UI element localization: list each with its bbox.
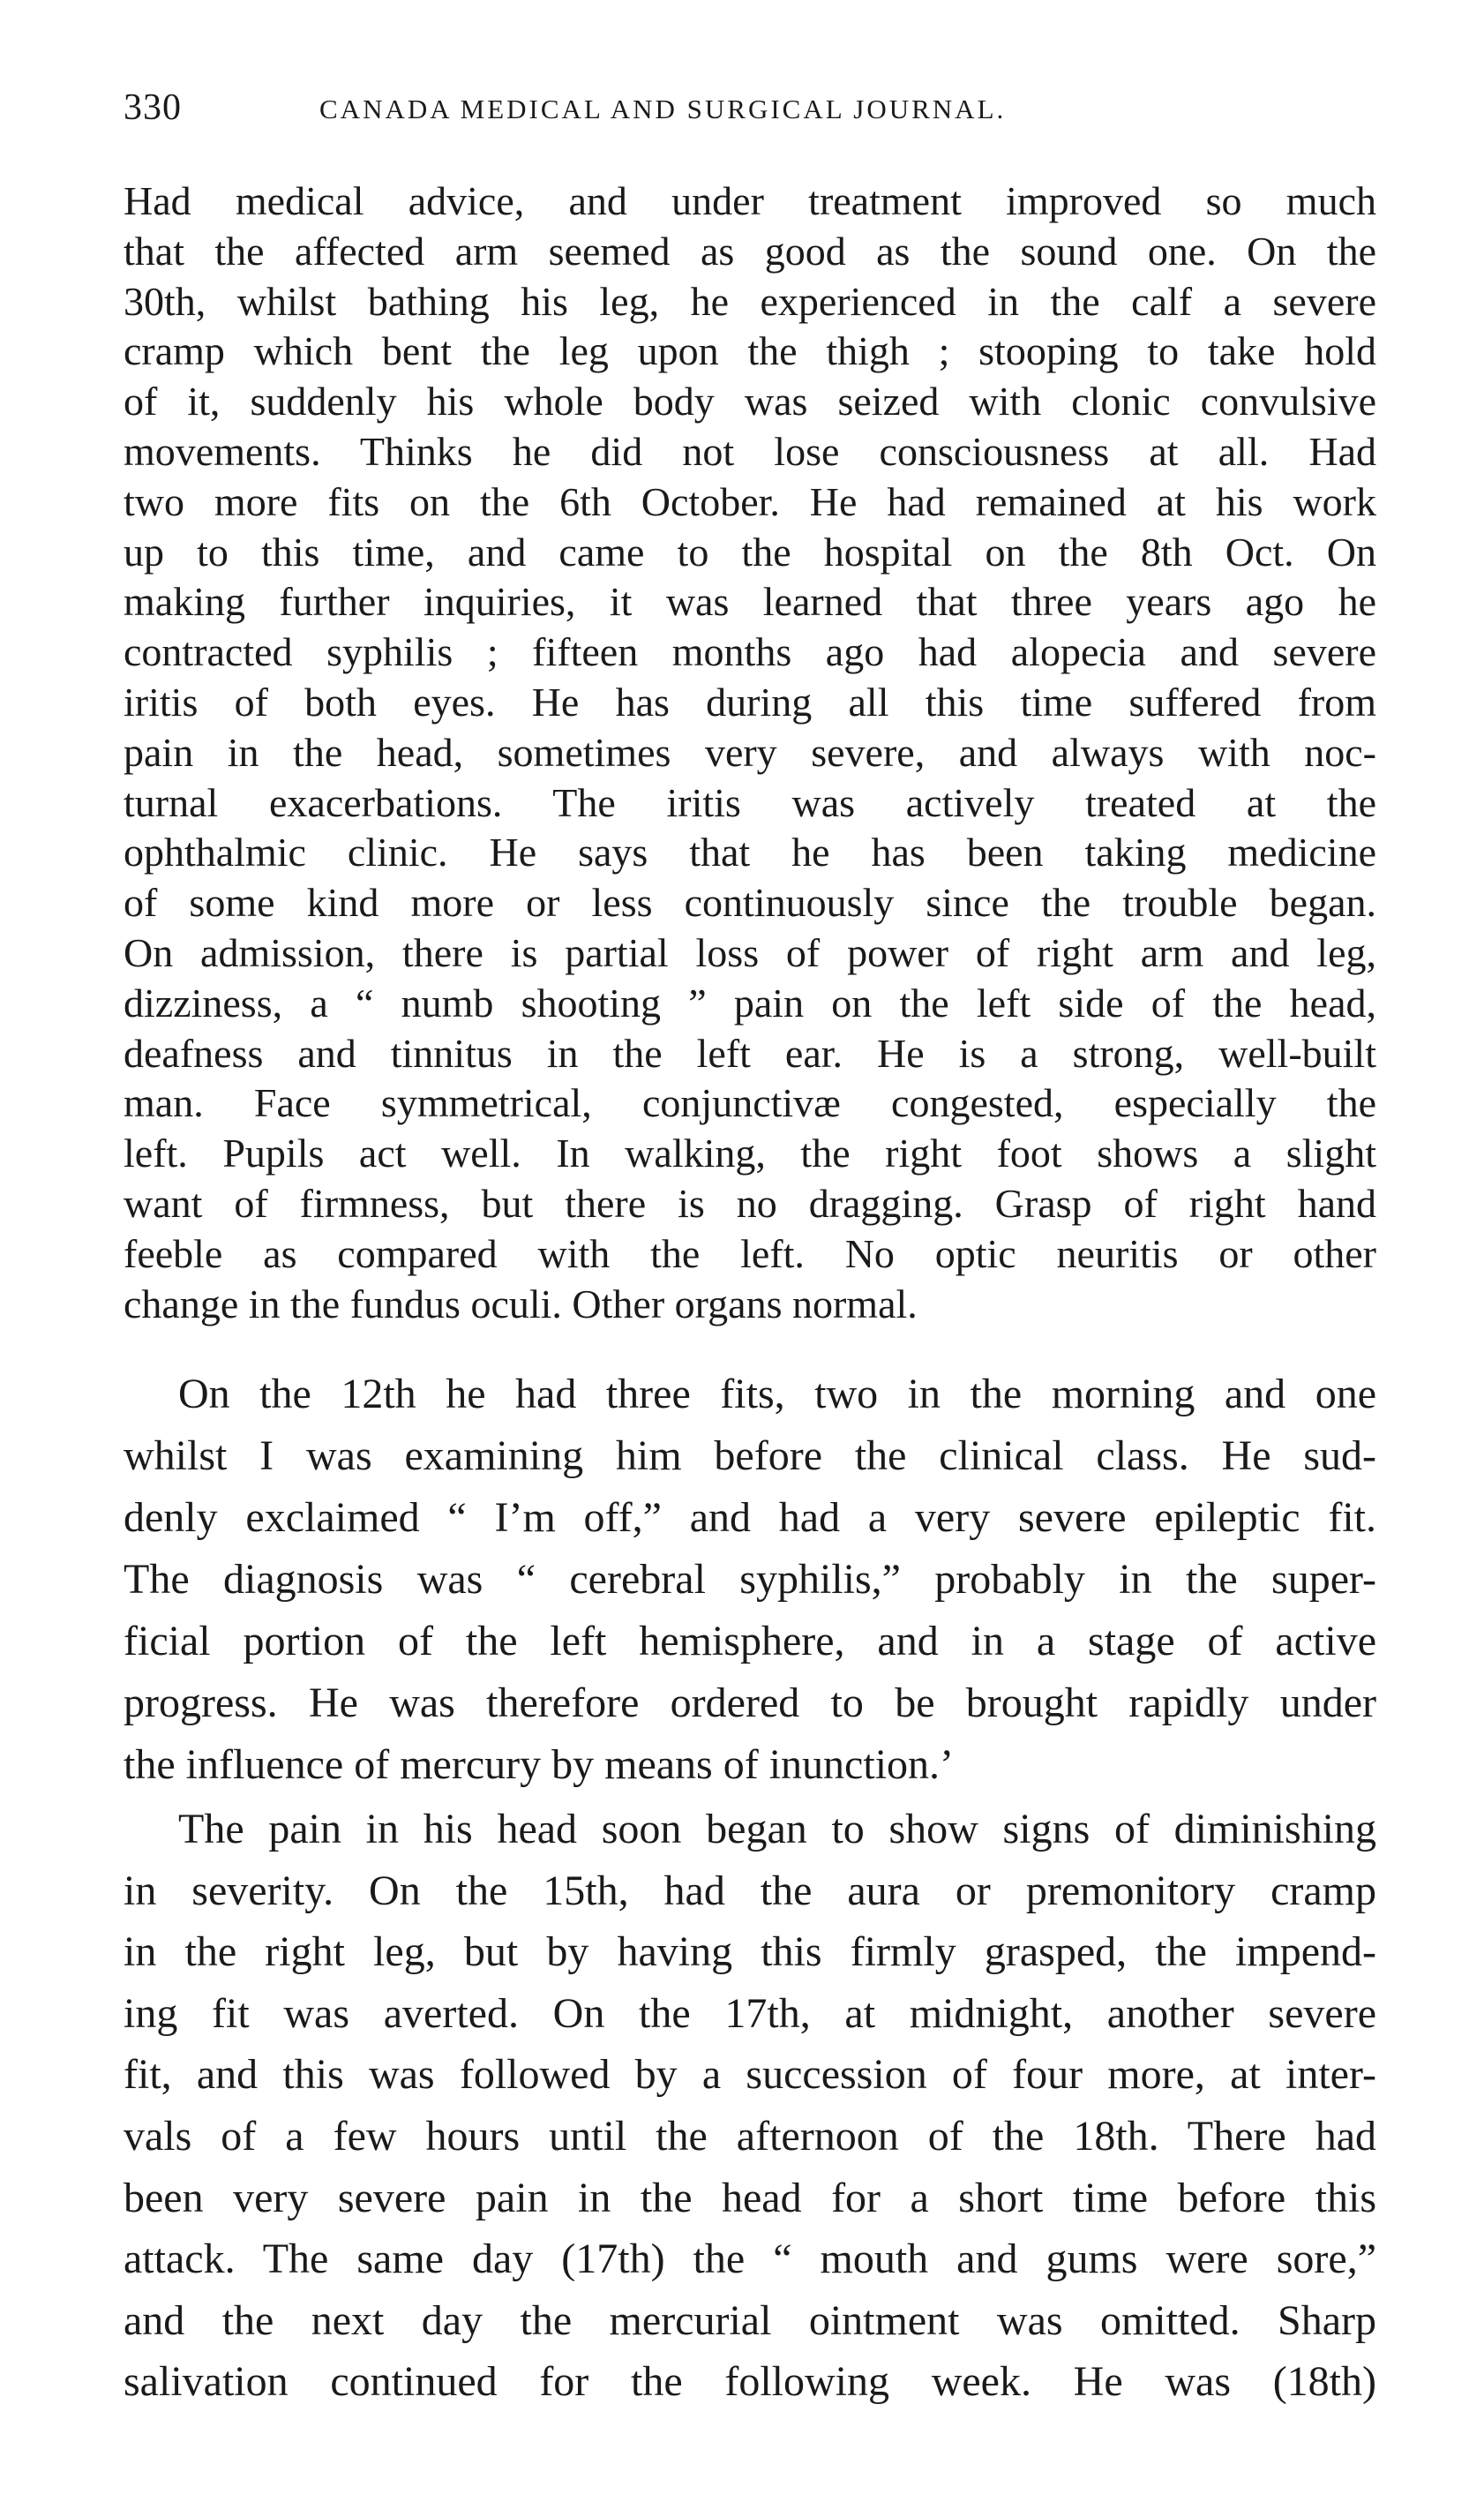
text-line: progress. He was therefore ordered to be brought rapidly under: [124, 1679, 1376, 1726]
text-line: pain in the head, sometimes very severe, and always with noc-: [124, 729, 1376, 775]
text-line: salivation continued for the following week. He was (18th): [124, 2358, 1376, 2406]
text-line: of it, suddenly his whole body was seized with clonic convulsive: [124, 379, 1376, 425]
text-line: up to this time, and came to the hospital on the 8th Oct. On: [124, 529, 1376, 575]
text-line: want of firmness, but there is no dragging. Grasp of right hand: [124, 1180, 1376, 1226]
text-line: Had medical advice, and under treatment improved so much: [124, 178, 1376, 223]
text-line: iritis of both eyes. He has during all this time suffered from: [124, 679, 1376, 725]
paragraph-case-history: [124, 177, 1376, 1329]
text-line: cramp which bent the leg upon the thigh ; stooping to take hold: [124, 328, 1376, 374]
text-line: 30th, whilst bathing his leg, he experienced in the calf a severe: [124, 278, 1376, 324]
text-line: in severity. On the 15th, had the aura or premonitory cramp: [124, 1867, 1376, 1914]
text-line: deafness and tinnitus in the left ear. He is a strong, well-built: [124, 1030, 1376, 1076]
page-header: [124, 86, 1376, 139]
text-line: ophthalmic clinic. He says that he has been taking medicine: [124, 830, 1376, 875]
text-line: On admission, there is partial loss of power of right arm and leg,: [124, 929, 1376, 975]
text-line: ing fit was averted. On the 17th, at midnight, another severe: [124, 1989, 1376, 2037]
text-line: vals of a few hours until the afternoon of the 18th. There had: [124, 2112, 1376, 2160]
text-line: attack. The same day (17th) the “ mouth and gums were sore,”: [124, 2235, 1376, 2283]
text-line: man. Face symmetrical, conjunctivæ congested, especially the: [124, 1080, 1376, 1126]
text-line: The diagnosis was “ cerebral syphilis,” probably in the super-: [124, 1556, 1376, 1603]
text-line: left. Pupils act well. In walking, the right foot shows a slight: [124, 1131, 1376, 1176]
text-line: dizziness, a “ numb shooting ” pain on the left side of the head,: [124, 980, 1376, 1026]
text-line: feeble as compared with the left. No optic neuritis or other: [124, 1230, 1376, 1276]
text-line: whilst I was examining him before the clinical class. He sud-: [124, 1432, 1376, 1479]
text-line: of some kind more or less continuously since the trouble began.: [124, 880, 1376, 926]
text-line: and the next day the mercurial ointment was omitted. Sharp: [124, 2296, 1376, 2344]
text-line: denly exclaimed “ I’m off,” and had a very severe epileptic fit.: [124, 1494, 1376, 1541]
page-number: 330: [124, 87, 182, 128]
text-line: fit, and this was followed by a succession of four more, at inter-: [124, 2051, 1376, 2099]
text-line: that the affected arm seemed as good as the sound one. On the: [124, 228, 1376, 274]
text-line: two more fits on the 6th October. He had remained at his work: [124, 478, 1376, 524]
text-line: ficial portion of the left hemisphere, and in a stage of active: [124, 1618, 1376, 1664]
text-line: been very severe pain in the head for a short time before this: [124, 2174, 1376, 2221]
text-line: turnal exacerbations. The iritis was actively treated at the: [124, 779, 1376, 825]
text-line: On the 12th he had three fits, two in the morning and one: [178, 1371, 1376, 1417]
running-head: CANADA MEDICAL AND SURGICAL JOURNAL.: [319, 94, 1007, 124]
text-line: The pain in his head soon began to show signs of diminishing: [178, 1806, 1376, 1852]
text-line: contracted syphilis ; fifteen months ago had alopecia and severe: [124, 629, 1376, 675]
paragraph-progress: [124, 1799, 1376, 2413]
text-line: making further inquiries, it was learned that three years ago he: [124, 579, 1376, 625]
text-line: movements. Thinks he did not lose consciousness at all. Had: [124, 428, 1376, 474]
text-line: the influence of mercury by means of inunction.’: [124, 1741, 955, 1788]
paragraph-diagnosis: [124, 1364, 1376, 1796]
text-line: change in the fundus oculi. Other organs normal.: [124, 1281, 918, 1326]
text-line: in the right leg, but by having this firmly grasped, the impend-: [124, 1928, 1376, 1976]
